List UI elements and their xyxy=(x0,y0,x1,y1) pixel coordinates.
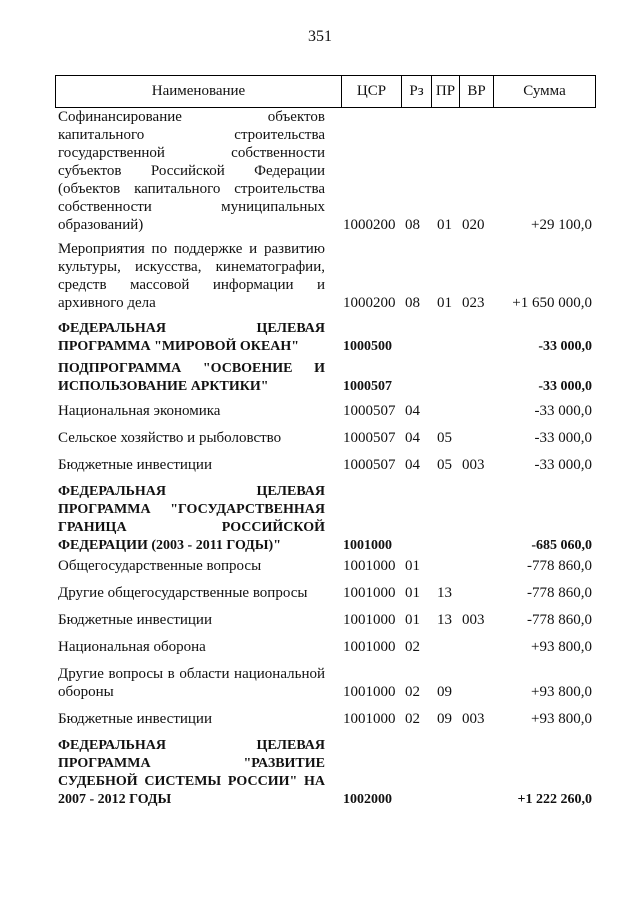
row-name xyxy=(58,456,325,474)
row-rz: 08 xyxy=(405,295,420,311)
row-name-line: Бюджетные инвестиции xyxy=(58,711,212,727)
row-sum: +1 222 260,0 xyxy=(517,792,592,807)
row-csr: 1000507 xyxy=(343,457,396,473)
row-vr: 003 xyxy=(462,711,485,727)
row-vr: 023 xyxy=(462,295,485,311)
row-name-line: Общегосударственные вопросы xyxy=(58,558,262,574)
row-name-line: ПРОГРАММА "РАЗВИТИЕ xyxy=(58,756,325,771)
row-name-line: СУДЕБНОЙ СИСТЕМЫ РОССИИ" НА xyxy=(58,774,325,789)
row-name-line: Национальная экономика xyxy=(58,403,221,419)
row-name xyxy=(58,638,325,656)
row-name xyxy=(58,240,325,312)
row-name xyxy=(58,402,325,420)
row-csr: 1001000 xyxy=(343,711,396,727)
row-name-line: ФЕДЕРАЛЬНАЯ ЦЕЛЕВАЯ xyxy=(58,321,325,336)
row-name xyxy=(58,320,325,356)
row-name-line: Мероприятия по поддержке и развитию xyxy=(58,241,325,257)
row-sum: +93 800,0 xyxy=(531,684,592,700)
row-name-line: Сельское хозяйство и рыболовство xyxy=(58,430,282,446)
row-csr: 1000500 xyxy=(343,339,392,354)
row-sum: -33 000,0 xyxy=(534,430,592,446)
row-name-line: капитального строительства xyxy=(58,127,325,143)
row-pr: 05 xyxy=(437,457,452,473)
row-csr: 1001000 xyxy=(343,538,392,553)
row-name-line: архивного дела xyxy=(58,295,156,311)
page-number: 351 xyxy=(308,28,332,45)
row-name-line: ПРОГРАММА "ГОСУДАРСТВЕННАЯ xyxy=(58,502,325,517)
row-name xyxy=(58,611,325,629)
row-name-line: Другие общегосударственные вопросы xyxy=(58,585,308,601)
row-csr: 1001000 xyxy=(343,585,396,601)
row-csr: 1001000 xyxy=(343,612,396,628)
row-pr: 13 xyxy=(437,612,452,628)
row-name-line: средств массовой информации и xyxy=(58,277,325,293)
row-rz: 01 xyxy=(405,558,420,574)
row-rz: 08 xyxy=(405,217,420,233)
row-rz: 02 xyxy=(405,639,420,655)
row-name-line: Бюджетные инвестиции xyxy=(58,612,212,628)
header-csr: ЦСР xyxy=(341,76,401,107)
row-name xyxy=(58,584,325,602)
row-name-line: собственности муниципальных xyxy=(58,199,325,215)
row-rz: 04 xyxy=(405,430,420,446)
row-name-line: Национальная оборона xyxy=(58,639,206,655)
row-csr: 1001000 xyxy=(343,558,396,574)
row-csr: 1001000 xyxy=(343,639,396,655)
row-name xyxy=(58,557,325,575)
row-sum: -778 860,0 xyxy=(527,612,592,628)
row-name-line: образований) xyxy=(58,217,144,233)
row-pr: 01 xyxy=(437,217,452,233)
row-name-line: Бюджетные инвестиции xyxy=(58,457,212,473)
row-sum: -33 000,0 xyxy=(538,339,592,354)
table-header xyxy=(55,75,596,108)
row-name xyxy=(58,360,325,396)
row-name xyxy=(58,483,325,555)
row-pr: 05 xyxy=(437,430,452,446)
row-rz: 02 xyxy=(405,684,420,700)
row-name-line: ФЕДЕРАЛЬНАЯ ЦЕЛЕВАЯ xyxy=(58,484,325,499)
row-csr: 1000507 xyxy=(343,379,392,394)
row-name xyxy=(58,665,325,701)
row-rz: 04 xyxy=(405,457,420,473)
row-name-line: (объектов капитального строительства xyxy=(58,181,325,197)
row-vr: 003 xyxy=(462,612,485,628)
row-csr: 1000200 xyxy=(343,295,396,311)
row-pr: 01 xyxy=(437,295,452,311)
row-pr: 13 xyxy=(437,585,452,601)
row-sum: +93 800,0 xyxy=(531,639,592,655)
row-pr: 09 xyxy=(437,684,452,700)
row-csr: 1000507 xyxy=(343,430,396,446)
row-name xyxy=(58,737,325,809)
row-sum: +93 800,0 xyxy=(531,711,592,727)
row-rz: 02 xyxy=(405,711,420,727)
row-csr: 1001000 xyxy=(343,684,396,700)
row-name-line: ИСПОЛЬЗОВАНИЕ АРКТИКИ" xyxy=(58,379,269,394)
header-vr: ВР xyxy=(459,76,493,107)
row-sum: -33 000,0 xyxy=(534,457,592,473)
row-sum: +29 100,0 xyxy=(531,217,592,233)
row-sum: -778 860,0 xyxy=(527,558,592,574)
row-csr: 1002000 xyxy=(343,792,392,807)
row-sum: -778 860,0 xyxy=(527,585,592,601)
row-name-line: культуры, искусства, кинематографии, xyxy=(58,259,325,275)
row-rz: 01 xyxy=(405,585,420,601)
row-name xyxy=(58,429,325,447)
row-name-line: государственной собственности xyxy=(58,145,325,161)
row-vr: 020 xyxy=(462,217,485,233)
row-name-line: ГРАНИЦА РОССИЙСКОЙ xyxy=(58,520,325,535)
row-name-line: обороны xyxy=(58,684,114,700)
header-pr: ПР xyxy=(431,76,459,107)
row-sum: -33 000,0 xyxy=(538,379,592,394)
row-name-line: ПРОГРАММА "МИРОВОЙ ОКЕАН" xyxy=(58,339,300,354)
row-sum: -685 060,0 xyxy=(531,538,592,553)
row-name xyxy=(58,108,325,234)
row-sum: +1 650 000,0 xyxy=(512,295,592,311)
row-rz: 04 xyxy=(405,403,420,419)
row-name xyxy=(58,710,325,728)
row-name-line: ФЕДЕРАЦИИ (2003 - 2011 ГОДЫ)" xyxy=(58,538,281,553)
row-sum: -33 000,0 xyxy=(534,403,592,419)
row-pr: 09 xyxy=(437,711,452,727)
row-name-line: ФЕДЕРАЛЬНАЯ ЦЕЛЕВАЯ xyxy=(58,738,325,753)
row-vr: 003 xyxy=(462,457,485,473)
header-rz: Рз xyxy=(401,76,431,107)
row-rz: 01 xyxy=(405,612,420,628)
row-name-line: Софинансирование объектов xyxy=(58,109,325,125)
row-csr: 1000200 xyxy=(343,217,396,233)
row-name-line: субъектов Российской Федерации xyxy=(58,163,325,179)
header-name: Наименование xyxy=(55,76,341,107)
header-sum: Сумма xyxy=(493,76,596,107)
row-name-line: ПОДПРОГРАММА "ОСВОЕНИЕ И xyxy=(58,361,325,376)
row-csr: 1000507 xyxy=(343,403,396,419)
row-name-line: Другие вопросы в области национальной xyxy=(58,666,325,682)
row-name-line: 2007 - 2012 ГОДЫ xyxy=(58,792,172,807)
